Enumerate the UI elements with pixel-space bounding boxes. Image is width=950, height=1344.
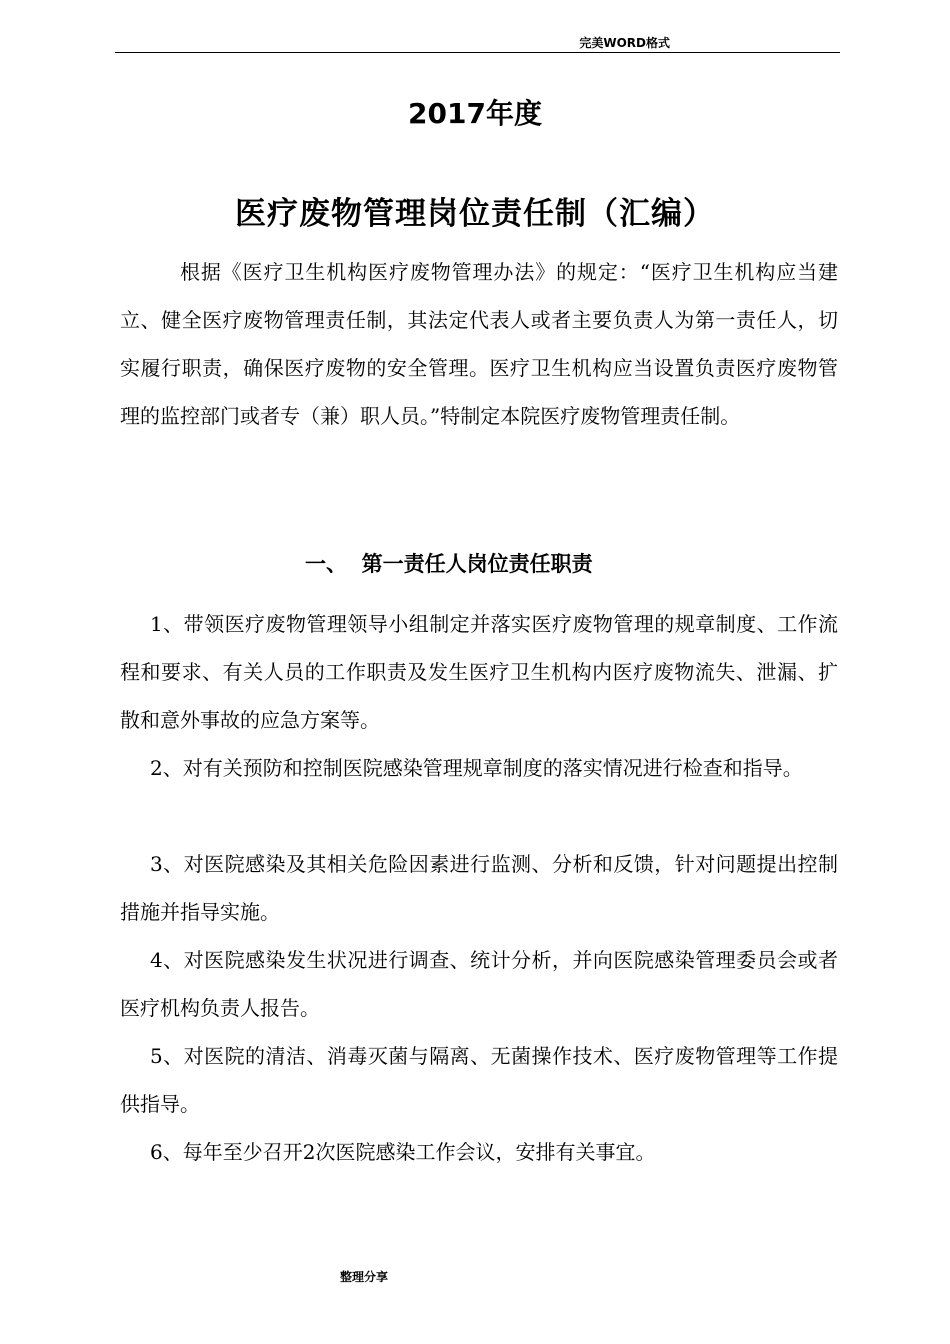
duty-item-6: 6、每年至少召开2次医院感染工作会议，安排有关事宜。 <box>150 1140 656 1164</box>
duty-item-1: 1、带领医疗废物管理领导小组制定并落实医疗废物管理的规章制度、工作流程和要求、有关人员的工作职责及发生医疗卫生机构内医疗废物流失、泄漏、扩散和意外事故的应急方案等。 <box>120 612 838 732</box>
header-text: 完美WORD格式 <box>579 36 670 50</box>
duty-item-3: 3、对医院感染及其相关危险因素进行监测、分析和反馈，针对问题提出控制措施并指导实施。 <box>120 852 838 924</box>
intro-paragraph: 根据《医疗卫生机构医疗废物管理办法》的规定：“医疗卫生机构应当建立、健全医疗废物管理责任制，其法定代表人或者主要负责人为第一责任人，切实履行职责，确保医疗废物的安全管理。医疗卫生机构应当设置负责医疗废物管理的监控部门或者专（兼）职人员。”特制定本院医疗废物管理责任制。 <box>120 260 838 428</box>
document-title: 医疗废物管理岗位责任制（汇编） <box>235 196 715 232</box>
duty-item-4: 4、对医院感染发生状况进行调查、统计分析，并向医院感染管理委员会或者医疗机构负责人报告。 <box>120 948 838 1020</box>
page-header <box>115 32 840 53</box>
duty-item-5: 5、对医院的清洁、消毒灭菌与隔离、无菌操作技术、医疗废物管理等工作提供指导。 <box>120 1044 838 1116</box>
section-heading: 一、 第一责任人岗位责任职责 <box>305 552 593 576</box>
duty-item-2: 2、对有关预防和控制医院感染管理规章制度的落实情况进行检查和指导。 <box>150 756 803 780</box>
page-footer: 整理分享 <box>340 1270 389 1284</box>
document-year: 2017年度 <box>408 97 542 130</box>
